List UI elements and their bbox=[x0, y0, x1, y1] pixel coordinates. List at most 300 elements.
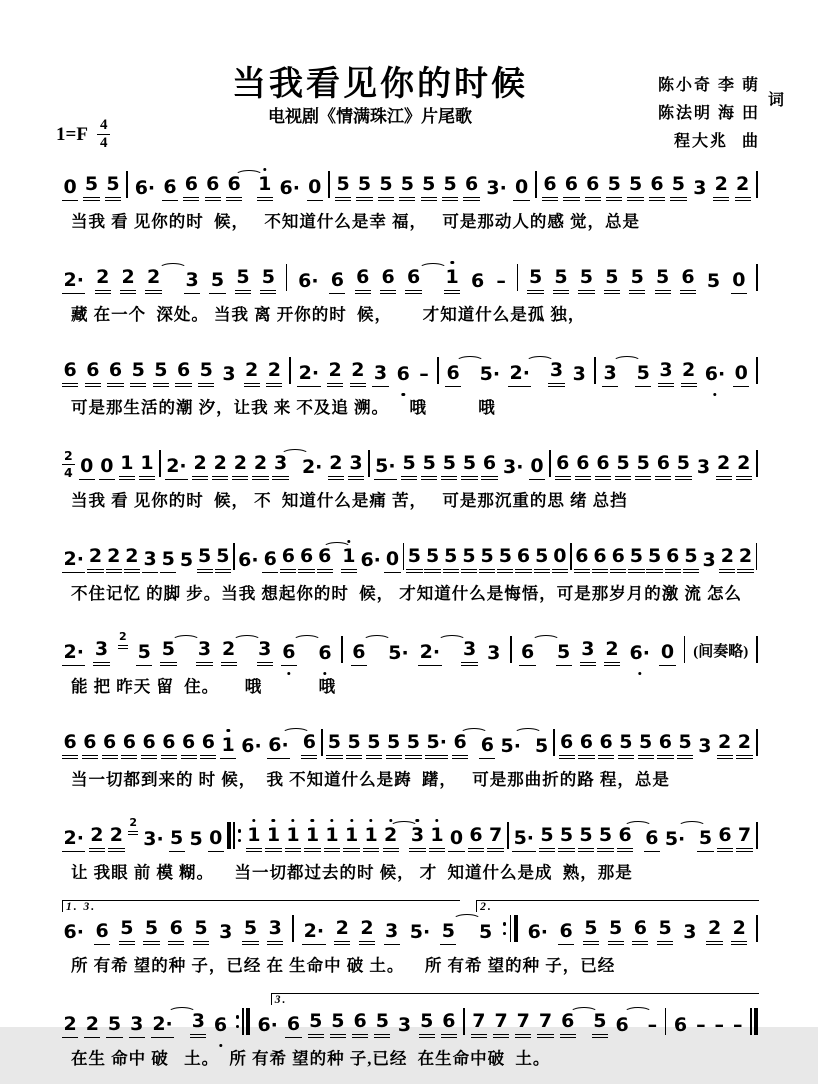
note-figure: 5 bbox=[583, 919, 599, 945]
lyricists-line-1: 陈小奇 李 萌 bbox=[657, 77, 760, 94]
note-figure: 0 bbox=[62, 178, 78, 201]
note bbox=[374, 1012, 390, 1038]
note-figure: 6 bbox=[280, 547, 296, 573]
barline bbox=[756, 357, 758, 384]
note-figure: 6 bbox=[598, 733, 614, 759]
note bbox=[142, 550, 158, 573]
note bbox=[556, 643, 572, 666]
note-figure: 2· bbox=[151, 1015, 174, 1038]
notes-row bbox=[62, 526, 758, 573]
note-figure: 6 bbox=[396, 363, 410, 385]
note bbox=[317, 644, 333, 666]
note bbox=[419, 1012, 435, 1038]
thick-barline bbox=[227, 822, 231, 849]
note bbox=[193, 919, 209, 945]
note bbox=[632, 919, 648, 945]
note bbox=[646, 1016, 659, 1038]
note bbox=[396, 1016, 412, 1038]
note bbox=[329, 271, 345, 294]
volta-bracket bbox=[62, 900, 460, 912]
notes-row bbox=[62, 340, 758, 387]
note-figure: 6 bbox=[62, 733, 78, 759]
note-figure: 5 bbox=[618, 733, 634, 759]
note-figure: 5 bbox=[604, 268, 620, 294]
note bbox=[508, 364, 531, 387]
note bbox=[658, 361, 674, 387]
note bbox=[468, 826, 484, 852]
note bbox=[399, 175, 415, 201]
note-figure: 2 bbox=[252, 454, 268, 480]
note bbox=[585, 175, 601, 201]
note-figure: 1 bbox=[304, 826, 320, 852]
octave-dot-above bbox=[435, 819, 438, 822]
note bbox=[384, 922, 400, 945]
note bbox=[175, 361, 191, 387]
note bbox=[359, 551, 382, 573]
note bbox=[629, 268, 645, 294]
note-figure: 6· bbox=[279, 177, 300, 199]
music-system bbox=[62, 712, 758, 790]
note bbox=[736, 454, 752, 480]
thin-barline bbox=[233, 822, 235, 849]
note-figure: 5 bbox=[401, 454, 417, 480]
barline bbox=[756, 636, 758, 663]
note bbox=[89, 826, 105, 852]
note bbox=[477, 923, 493, 945]
note bbox=[350, 361, 366, 387]
note-figure: 5 bbox=[635, 454, 651, 480]
note-figure: 5 bbox=[556, 643, 572, 666]
note bbox=[221, 365, 237, 387]
barline bbox=[341, 636, 343, 663]
volta-bracket bbox=[271, 993, 759, 1005]
note bbox=[736, 733, 752, 759]
note bbox=[141, 733, 157, 759]
note bbox=[102, 733, 118, 759]
note bbox=[297, 364, 320, 387]
note-figure: 0 bbox=[733, 364, 749, 387]
note bbox=[188, 830, 204, 852]
music-system bbox=[62, 247, 758, 325]
note bbox=[297, 272, 320, 294]
note-figure: 5 bbox=[326, 733, 342, 759]
note-figure: 6· bbox=[527, 921, 549, 943]
note-figure: 2· bbox=[165, 457, 188, 480]
note bbox=[558, 826, 574, 852]
repeat-dot bbox=[238, 829, 241, 832]
note-figure: 2· bbox=[301, 456, 323, 478]
note bbox=[267, 736, 290, 759]
note bbox=[62, 829, 85, 852]
note-figure: 5 bbox=[655, 268, 671, 294]
note-figure: 1 bbox=[444, 268, 460, 294]
lyrics-row: 所 有希 望的种 子，已经 在 生命中 破 土。 所 有希 望的种 子，已经 bbox=[71, 956, 616, 975]
note bbox=[604, 640, 620, 666]
note bbox=[578, 733, 594, 759]
note-figure: 6 bbox=[318, 642, 332, 664]
note bbox=[670, 175, 686, 201]
note-figure: 2 bbox=[350, 361, 366, 387]
note bbox=[62, 361, 78, 387]
note-figure: 6· bbox=[360, 549, 381, 571]
note bbox=[162, 178, 178, 201]
note-figure: 5 bbox=[335, 175, 351, 201]
note-figure: 6 bbox=[351, 643, 367, 666]
meter-numerator: 2 bbox=[64, 448, 73, 464]
note-figure: 6 bbox=[107, 361, 123, 387]
note-figure: 5 bbox=[461, 547, 477, 573]
note bbox=[108, 826, 124, 852]
note bbox=[406, 547, 422, 573]
note-figure: 2 bbox=[128, 817, 139, 835]
slur-arc bbox=[419, 263, 447, 274]
note-figure: 0 bbox=[99, 457, 115, 480]
note bbox=[181, 733, 197, 759]
note bbox=[539, 826, 555, 852]
note bbox=[713, 175, 729, 201]
note-figure: 7 bbox=[537, 1012, 553, 1038]
note-figure: 6 bbox=[515, 547, 531, 573]
note bbox=[161, 733, 177, 759]
note bbox=[395, 365, 411, 387]
note-figure: 3 bbox=[683, 921, 697, 943]
note bbox=[701, 551, 717, 573]
note bbox=[237, 551, 260, 573]
note bbox=[677, 733, 693, 759]
note bbox=[192, 454, 208, 480]
note bbox=[87, 547, 103, 573]
note-figure: 2 bbox=[736, 454, 752, 480]
note bbox=[695, 1016, 708, 1038]
note bbox=[328, 454, 344, 480]
interlude-annotation: (间奏略) bbox=[693, 643, 749, 660]
note-figure: 2 bbox=[327, 361, 343, 387]
note bbox=[421, 454, 437, 480]
note-figure: 6 bbox=[102, 733, 118, 759]
music-system bbox=[62, 526, 758, 604]
note-figure: 5 bbox=[215, 547, 231, 573]
note-figure: 6· bbox=[298, 270, 319, 292]
note bbox=[62, 1015, 78, 1038]
note-figure: 1 bbox=[343, 826, 359, 852]
slur-arc bbox=[159, 263, 187, 274]
note-figure: 6 bbox=[162, 178, 178, 201]
note bbox=[221, 640, 237, 666]
note-figure: 6 bbox=[595, 454, 611, 480]
time-signature-numerator: 4 bbox=[97, 118, 111, 135]
note-figure: 5 bbox=[421, 454, 437, 480]
note-figure: 5 bbox=[308, 1012, 324, 1038]
note-figure: 5 bbox=[330, 1012, 346, 1038]
note bbox=[106, 1015, 122, 1038]
note bbox=[479, 736, 495, 759]
note bbox=[638, 733, 654, 759]
octave-dot-above bbox=[389, 819, 392, 822]
note-figure: 5 bbox=[461, 454, 477, 480]
note bbox=[515, 547, 531, 573]
note-figure: – bbox=[419, 363, 429, 385]
note-figure: 6 bbox=[317, 547, 333, 573]
note-figure: 0 bbox=[513, 178, 529, 201]
note bbox=[719, 547, 735, 573]
note-figure: 5 bbox=[635, 364, 651, 387]
octave-dot-above bbox=[347, 540, 350, 543]
note-figure: 3 bbox=[219, 921, 233, 943]
music-system bbox=[62, 898, 758, 976]
barline bbox=[510, 636, 512, 663]
note-figure: 3 bbox=[658, 361, 674, 387]
note-figure: 6 bbox=[82, 733, 98, 759]
note-figure: 5 bbox=[578, 826, 594, 852]
note-figure: 5 bbox=[606, 175, 622, 201]
note-figure: 6· bbox=[238, 549, 259, 571]
note-figure: 1 bbox=[257, 175, 273, 201]
note bbox=[731, 271, 747, 294]
note bbox=[408, 923, 431, 945]
note-figure: 3 bbox=[372, 364, 388, 387]
note-figure: 6 bbox=[141, 733, 157, 759]
note bbox=[502, 458, 525, 480]
note-figure: 5 bbox=[136, 643, 152, 666]
note bbox=[326, 733, 342, 759]
note bbox=[143, 919, 159, 945]
note-figure: 2 bbox=[62, 1015, 78, 1038]
note-figure: 5· bbox=[512, 829, 535, 852]
note-figure: 0 bbox=[448, 829, 464, 852]
note bbox=[680, 268, 696, 294]
note-figure: 2 bbox=[735, 175, 751, 201]
note-figure: 5· bbox=[479, 363, 501, 385]
note bbox=[372, 364, 388, 387]
note bbox=[598, 733, 614, 759]
music-system bbox=[62, 805, 758, 883]
note-figure: 6 bbox=[717, 826, 733, 852]
note bbox=[242, 919, 258, 945]
note bbox=[139, 454, 155, 480]
note-figure: 2 bbox=[716, 454, 732, 480]
note bbox=[553, 268, 569, 294]
note bbox=[542, 175, 558, 201]
note bbox=[215, 547, 231, 573]
octave-dot-above bbox=[263, 168, 266, 171]
note bbox=[697, 829, 713, 852]
slur-arc bbox=[526, 356, 554, 367]
note bbox=[378, 175, 394, 201]
repeat-end-barline bbox=[502, 915, 517, 942]
note-figure: 6 bbox=[298, 547, 314, 573]
note bbox=[512, 829, 535, 852]
note bbox=[487, 826, 503, 852]
note-figure: 5 bbox=[677, 733, 693, 759]
note-figure: 5 bbox=[179, 549, 194, 571]
note-figure: 1 bbox=[119, 454, 135, 480]
note-figure: 1 bbox=[341, 547, 357, 573]
barline bbox=[594, 357, 596, 384]
note bbox=[448, 829, 464, 852]
note-figure: 5 bbox=[534, 547, 550, 573]
note-figure: 5 bbox=[706, 270, 721, 292]
note bbox=[682, 923, 698, 945]
note-figure: 5· bbox=[500, 735, 521, 757]
grace-note bbox=[118, 631, 129, 649]
note-figure: 6 bbox=[200, 733, 216, 759]
octave-dot-above bbox=[450, 261, 453, 264]
note-figure: 2 bbox=[87, 547, 103, 573]
note bbox=[120, 268, 136, 294]
note bbox=[644, 829, 660, 852]
time-signature bbox=[97, 118, 111, 151]
note-figure: 3 bbox=[142, 550, 158, 573]
note-figure: 6 bbox=[574, 547, 590, 573]
note-figure: 3 bbox=[267, 919, 283, 945]
note-figure: 3 bbox=[272, 454, 288, 480]
note bbox=[495, 272, 508, 294]
repeat-dot bbox=[238, 839, 241, 842]
barline bbox=[368, 450, 370, 477]
note bbox=[244, 361, 260, 387]
note bbox=[84, 1015, 100, 1038]
note-figure: 5 bbox=[209, 271, 225, 294]
note bbox=[281, 643, 297, 666]
note-figure: 6· bbox=[257, 1014, 278, 1036]
note-figure: 6 bbox=[183, 175, 199, 201]
note-figure: 6· bbox=[629, 642, 650, 664]
note-figure: 2 bbox=[359, 919, 375, 945]
note bbox=[334, 919, 350, 945]
barline bbox=[328, 171, 330, 198]
note-figure: 5 bbox=[189, 828, 203, 850]
note bbox=[583, 919, 599, 945]
note-figure: 5 bbox=[197, 547, 213, 573]
barline bbox=[517, 264, 519, 291]
meter-change bbox=[62, 449, 75, 478]
barline bbox=[535, 171, 537, 198]
note bbox=[478, 365, 501, 387]
note-figure: 0 bbox=[79, 457, 95, 480]
note-figure: 6 bbox=[481, 454, 497, 480]
slur-arc bbox=[532, 635, 560, 646]
note-figure: 6 bbox=[380, 268, 396, 294]
note-figure: 5 bbox=[399, 175, 415, 201]
note-figure: 6 bbox=[281, 643, 297, 666]
note-figure: 6· bbox=[63, 921, 84, 943]
note-figure: 3 bbox=[384, 922, 400, 945]
music-system bbox=[62, 340, 758, 418]
credits-block bbox=[657, 72, 784, 156]
note bbox=[209, 271, 225, 294]
note bbox=[421, 175, 437, 201]
octave-dot-above bbox=[252, 819, 255, 822]
note-figure: 5 bbox=[657, 919, 673, 945]
note bbox=[235, 268, 251, 294]
barline bbox=[549, 450, 551, 477]
note-figure: 2 bbox=[736, 733, 752, 759]
note bbox=[62, 643, 85, 666]
note bbox=[107, 361, 123, 387]
note bbox=[184, 271, 200, 294]
note-figure: 6 bbox=[352, 1012, 368, 1038]
note-figure: 3 bbox=[129, 1015, 145, 1038]
lyrics-row: 藏 在一个 深处。 当我 离 开你的时 候， 才知道什么是孤 独， bbox=[71, 305, 586, 324]
note-figure: 5 bbox=[441, 454, 457, 480]
note-figure: 3 bbox=[93, 640, 109, 666]
note-figure: 2 bbox=[120, 268, 136, 294]
note bbox=[559, 733, 575, 759]
note-figure: 5 bbox=[366, 733, 382, 759]
note-figure: 5 bbox=[683, 547, 699, 573]
note-figure: 2 bbox=[89, 826, 105, 852]
lyrics-row: 当一切都到来的 时 候， 我 不知道什么是踌 躇， 可是那曲折的路 程，总是 bbox=[71, 770, 670, 789]
note bbox=[196, 640, 212, 666]
note bbox=[705, 272, 721, 294]
note-figure: 5 bbox=[592, 1012, 608, 1038]
barline bbox=[756, 729, 758, 756]
octave-dot-above bbox=[291, 819, 294, 822]
note bbox=[278, 179, 301, 201]
note-figure: 3 bbox=[257, 640, 273, 666]
note bbox=[212, 1016, 228, 1038]
note-figure: 2 bbox=[737, 547, 753, 573]
note-figure: – bbox=[733, 1014, 743, 1036]
octave-dot-above bbox=[272, 819, 275, 822]
note bbox=[578, 268, 594, 294]
note-figure: 5 bbox=[443, 547, 459, 573]
note-figure: 3 bbox=[572, 363, 586, 385]
lyricist-role: 词 bbox=[767, 92, 784, 109]
note bbox=[461, 547, 477, 573]
repeat-dots bbox=[236, 1015, 239, 1027]
note-figure: 2 bbox=[232, 454, 248, 480]
note-figure: 3 bbox=[222, 363, 236, 385]
note-figure: 2 bbox=[383, 826, 399, 852]
note-figure: 2 bbox=[84, 1015, 100, 1038]
thin-barline bbox=[242, 1008, 244, 1035]
note-figure: 3 bbox=[698, 735, 712, 757]
note-figure: 6 bbox=[563, 175, 579, 201]
note-figure: 0 bbox=[307, 178, 323, 201]
note bbox=[649, 175, 665, 201]
repeat-dots bbox=[503, 922, 506, 934]
barline bbox=[684, 636, 686, 663]
note bbox=[304, 826, 320, 852]
note bbox=[153, 361, 169, 387]
note bbox=[602, 364, 618, 387]
note bbox=[555, 454, 571, 480]
notes-row bbox=[62, 247, 758, 294]
note bbox=[533, 737, 549, 759]
note bbox=[208, 829, 224, 852]
note-figure: 3 bbox=[696, 456, 711, 478]
note bbox=[94, 922, 110, 945]
note bbox=[519, 643, 535, 666]
note-figure: 6· bbox=[704, 363, 726, 385]
note bbox=[62, 923, 85, 945]
note-figure: 0 bbox=[552, 547, 568, 573]
note bbox=[552, 547, 568, 573]
note bbox=[526, 923, 549, 945]
note bbox=[298, 547, 314, 573]
note bbox=[635, 364, 651, 387]
note-figure: 5 bbox=[421, 175, 437, 201]
slur-arc bbox=[282, 728, 310, 739]
note bbox=[266, 361, 282, 387]
note-figure: 6 bbox=[441, 1012, 457, 1038]
note bbox=[563, 175, 579, 201]
note-figure: 6 bbox=[559, 733, 575, 759]
note bbox=[444, 268, 460, 294]
volta-label: 1. 3. bbox=[66, 901, 97, 913]
note bbox=[499, 737, 522, 759]
